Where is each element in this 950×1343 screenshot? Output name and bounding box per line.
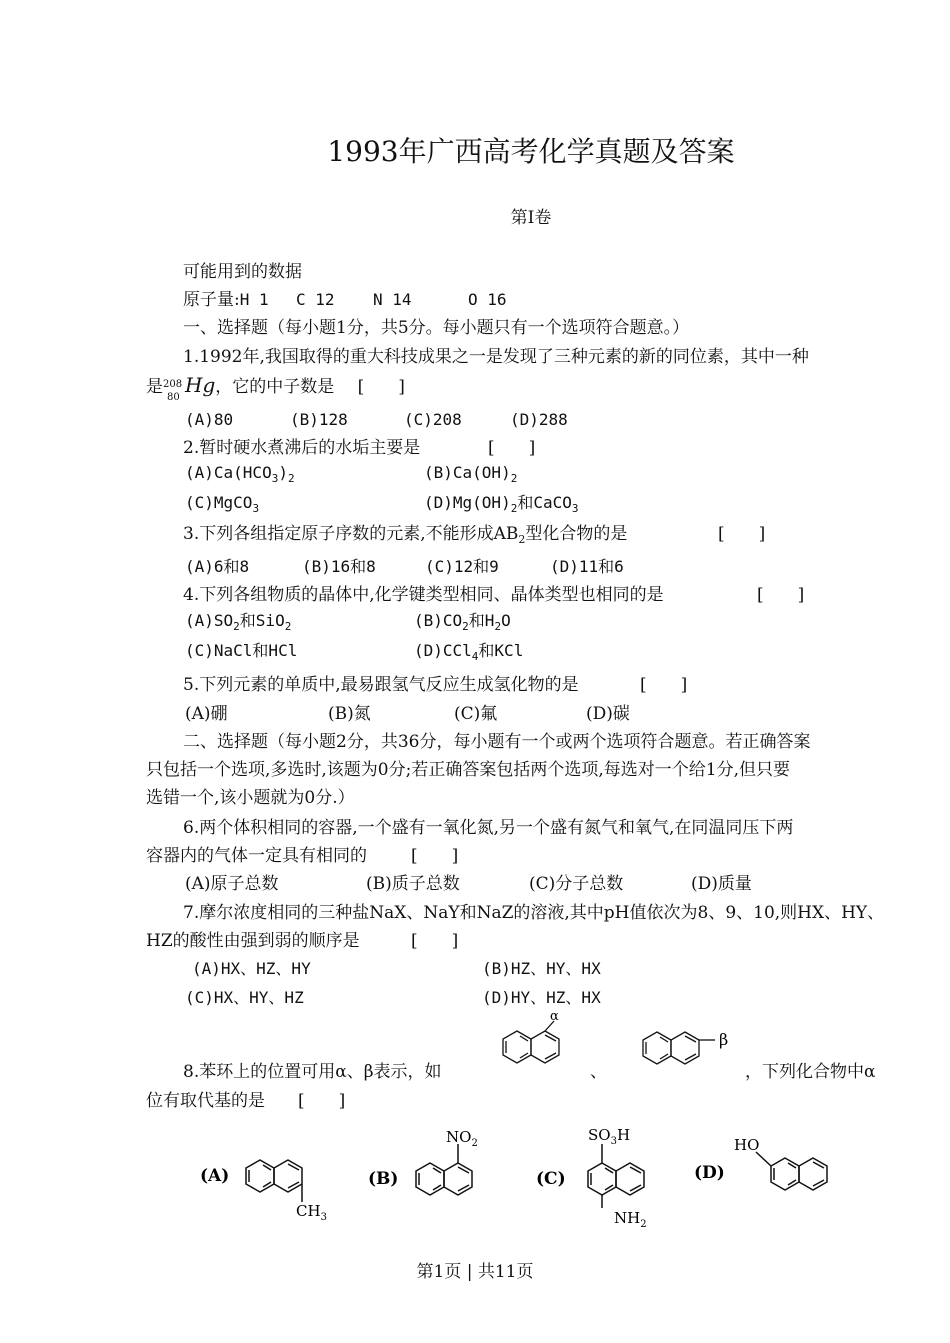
q7-option-d: (D)HY、HZ、HX [482,988,601,1007]
q7-answer-bracket: [ ] [411,931,459,951]
page-title: 1993年广西高考化学真题及答案 [327,135,735,168]
q4-stem: 4.下列各组物质的晶体中,化学键类型相同、晶体类型也相同的是 [183,585,664,605]
atomic-label: 原子量: [183,290,240,310]
option-a-structure [246,1160,302,1202]
alpha-label: α [550,1009,559,1024]
q7-option-b: (B)HZ、HY、HX [482,959,601,978]
option-b-structure [416,1144,472,1195]
q3-option-b: (B)16和8 [302,557,376,576]
hg-isotope: 208 80 [163,379,183,403]
q8-stem-end: ，下列化合物中α [745,1062,876,1082]
q1-option-a: (A)80 [185,410,234,429]
section-2-line-3: 选错一个,该小题就为0分.） [146,788,355,808]
q5-answer-bracket: [ ] [640,675,688,695]
q4-option-d: (D)CCl$_4$和KCl [414,641,524,663]
q1-stem-2: 是 208 80 Hg，它的中子数是 [ ] [146,373,405,403]
q2-option-c: (C)MgCO$_3$ [185,493,260,515]
no2-label: $NO_2$ [446,1128,478,1149]
q2-option-d: $(D)Mg(OH)_2$和CaCO$_3$ [424,493,579,515]
q2-option-b: $(B)Ca(OH)_2$ [424,463,518,485]
q8-option-a-label: (A) [200,1166,230,1186]
atomic-weights [183,289,507,311]
q8-option-d-label: (D) [694,1163,725,1183]
q2-answer-bracket: [ ] [488,438,536,458]
volume-heading: 第Ⅰ卷 [510,208,552,228]
q1-answer-bracket: [ ] [357,377,405,397]
option-c-structure [588,1144,644,1208]
page-footer: 第1页 | 共11页 [416,1262,534,1282]
option-d-structure [756,1152,827,1190]
q8-stem: 8.苯环上的位置可用α、β表示，如 [183,1062,442,1082]
beta-label: β [719,1030,729,1049]
q1-option-d: (D)288 [510,410,568,429]
q6-option-d: (D)质量 [691,874,752,894]
section-1-heading: 一、选择题（每小题1分，共5分。每小题只有一个选项符合题意。） [183,318,690,338]
q3-answer-bracket: [ ] [718,524,766,544]
q6-option-b: (B)质子总数 [366,874,460,894]
q2-option-a: $(A)Ca(HCO_3)_2$ [185,463,295,485]
atomic-o: O 16 [468,290,507,309]
q8-separator: 、 [590,1062,607,1082]
q7-stem-2: HZ的酸性由强到弱的顺序是 [146,931,360,951]
alpha-naphthalene-diagram [498,1008,580,1078]
q1-option-c: (C)208 [404,410,462,429]
intro-line: 可能用到的数据 [183,262,302,282]
atomic-n: N 14 [373,290,412,309]
q5-option-d: (D)碳 [586,704,630,724]
q1-option-b: (B)128 [290,410,348,429]
q3-option-c: (C)12和9 [425,557,499,576]
q4-option-a: $(A)SO_2$和SiO$_2$ [185,611,292,633]
q4-option-c: (C)NaCl和HCl [185,641,298,660]
q1-stem: 1.1992年,我国取得的重大科技成果之一是发现了三种元素的新的同位素，其中一种 [183,347,809,367]
q8-answer-bracket: [ ] [298,1091,346,1111]
ho-label: HO [734,1136,760,1154]
q6-stem: 6.两个体积相同的容器,一个盛有一氧化氮,另一个盛有氮气和氧气,在同温同压下两 [183,818,794,838]
section-2-line-2: 只包括一个选项,多选时,该题为0分;若正确答案包括两个选项,每选对一个给1分,但只要 [146,760,790,780]
q5-option-c: (C)氟 [454,704,498,724]
q2-stem: 2.暂时硬水煮沸后的水垢主要是 [183,438,421,458]
q5-option-b: (B)氮 [328,704,371,724]
q8-options-diagram [190,1120,850,1235]
q5-stem: 5.下列元素的单质中,最易跟氢气反应生成氢化物的是 [183,675,579,695]
q3-stem: 3.下列各组指定原子序数的元素,不能形成$AB_2$型化合物的是 [183,524,628,546]
beta-naphthalene-diagram [640,1022,744,1078]
so3h-label: $SO_3H$ [588,1126,631,1147]
ch3-label: $CH_3$ [296,1202,327,1223]
q7-stem: 7.摩尔浓度相同的三种盐NaX、NaY和NaZ的溶液,其中pH值依次为8、9、10,则HX、HY、 [183,903,885,923]
q3-option-a: (A)6和8 [185,557,250,576]
atomic-c: C 12 [296,290,335,309]
atomic-h: H 1 [239,290,269,309]
nh2-label: $NH_2$ [614,1209,647,1230]
q6-answer-bracket: [ ] [411,846,459,866]
q7-option-a: (A)HX、HZ、HY [192,959,311,978]
q8-stem-2: 位有取代基的是 [146,1091,265,1111]
q5-option-a: (A)硼 [185,704,228,724]
q4-answer-bracket: [ ] [757,585,805,605]
q6-option-a: (A)原子总数 [185,874,279,894]
q8-option-b-label: (B) [368,1169,399,1189]
q8-option-c-label: (C) [536,1169,566,1189]
q4-option-b: $(B)CO_2$和$H_2O$ [414,611,511,633]
q7-option-c: (C)HX、HY、HZ [185,988,304,1007]
q6-option-c: (C)分子总数 [529,874,624,894]
q3-option-d: (D)11和6 [550,557,624,576]
q6-stem-2: 容器内的气体一定具有相同的 [146,846,367,866]
section-2-heading: 二、选择题（每小题2分，共36分，每小题有一个或两个选项符合题意。若正确答案 [183,732,811,752]
